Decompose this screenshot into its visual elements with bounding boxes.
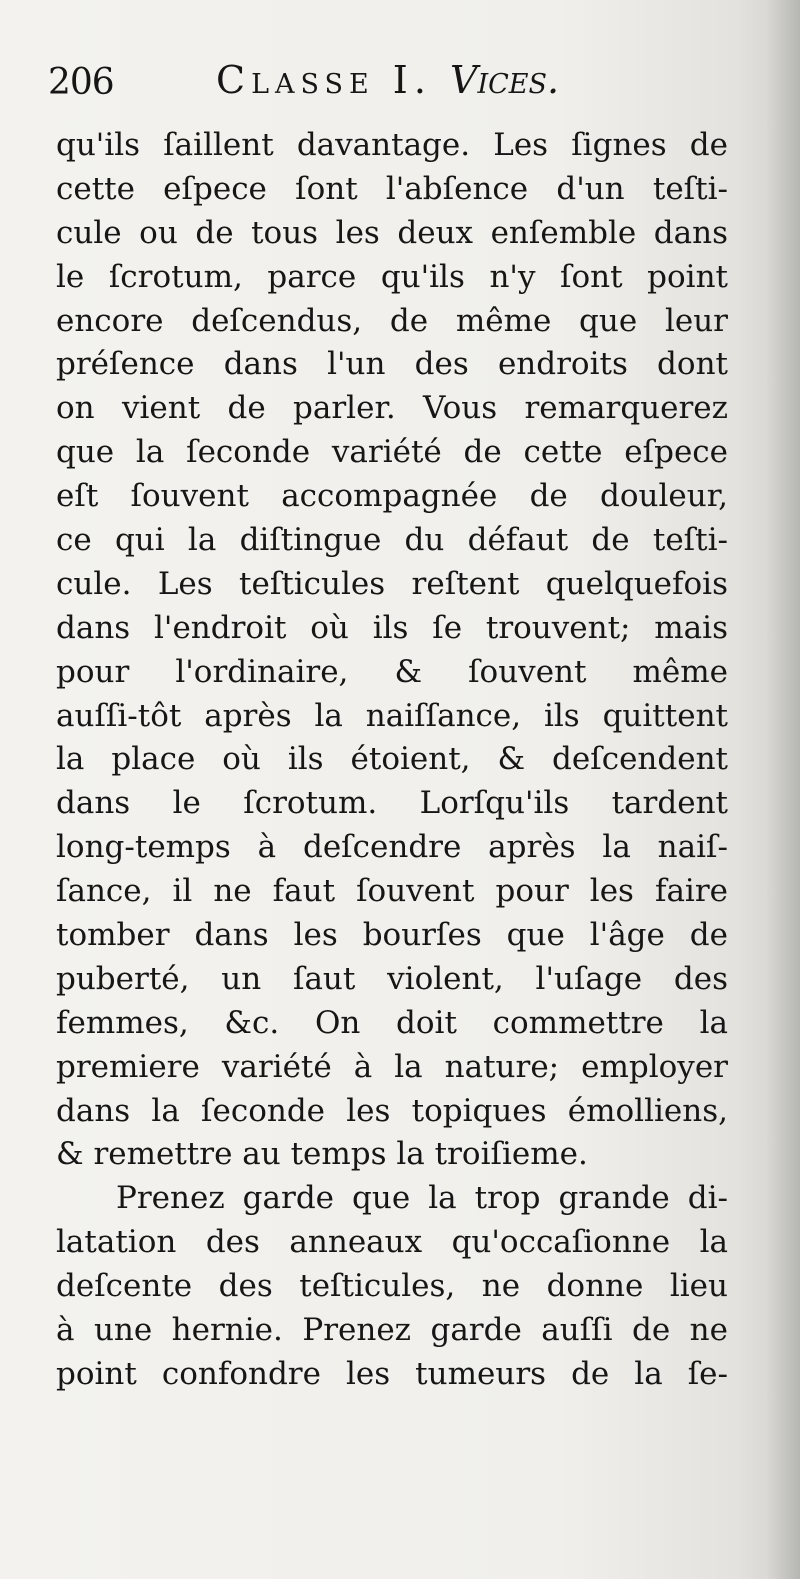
text-line: deſcente des teſticules, ne donne lieu (56, 1268, 728, 1305)
paragraph-end-line: & remettre au temps la troiſieme. (56, 1136, 588, 1173)
text-line: cule. Les teſticules reſtent quelquefois (56, 565, 728, 602)
text-line: ce qui la diſtingue du défaut de teſti- (56, 522, 728, 559)
text-line: pour l'ordinaire, & ſouvent même (56, 653, 728, 690)
text-line: le ſcrotum, parce qu'ils n'y ſont point (56, 258, 728, 295)
text-line: latation des anneaux qu'occaſionne la (56, 1224, 728, 1261)
text-line: dans le ſcrotum. Lorſqu'ils tardent (56, 785, 728, 822)
text-line: long-temps à deſcendre après la naiſ- (56, 829, 728, 866)
text-line: la place où ils étoient, & deſcendent (56, 741, 728, 778)
text-line: cette eſpece ſont l'abſence d'un teſti- (56, 170, 728, 207)
text-line: préſence dans l'un des endroits dont (56, 346, 728, 383)
text-line: premiere variété à la nature; employer (56, 1048, 728, 1085)
text-line: on vient de parler. Vous remarquerez (56, 390, 728, 427)
text-line: que la ſeconde variété de cette eſpece (56, 434, 728, 471)
text-line: auſſi-tôt après la naiſſance, ils quittent (56, 697, 728, 734)
text-line: puberté, un ſaut violent, l'uſage des (56, 960, 728, 997)
paragraph-start-line: Prenez garde que la trop grande di- (116, 1180, 728, 1217)
text-line: point confondre les tumeurs de la ſe- (56, 1355, 728, 1392)
text-line: dans la ſeconde les topiques émolliens, (56, 1092, 728, 1129)
page-number: 206 (48, 62, 114, 103)
text-line: femmes, &c. On doit commettre la (56, 1004, 728, 1041)
running-title (216, 58, 559, 102)
page-header (48, 50, 738, 110)
page-gutter-shadow (766, 0, 800, 1579)
body-text (56, 124, 728, 1397)
text-line: cule ou de tous les deux enſemble dans (56, 214, 728, 251)
running-title-vices: Vices. (450, 58, 560, 102)
text-line: à une hernie. Prenez garde auſſi de ne (56, 1312, 728, 1349)
text-line: tomber dans les bourſes que l'âge de (56, 917, 728, 954)
text-line: eſt ſouvent accompagnée de douleur, (56, 478, 728, 515)
text-line: ſance, il ne faut ſouvent pour les faire (56, 873, 728, 910)
text-line: dans l'endroit où ils ſe trouvent; mais (56, 609, 728, 646)
text-line: qu'ils ſaillent davantage. Les ſignes de (56, 127, 728, 163)
text-line: encore deſcendus, de même que leur (56, 302, 728, 339)
running-title-classe: Classe I. (216, 58, 432, 102)
